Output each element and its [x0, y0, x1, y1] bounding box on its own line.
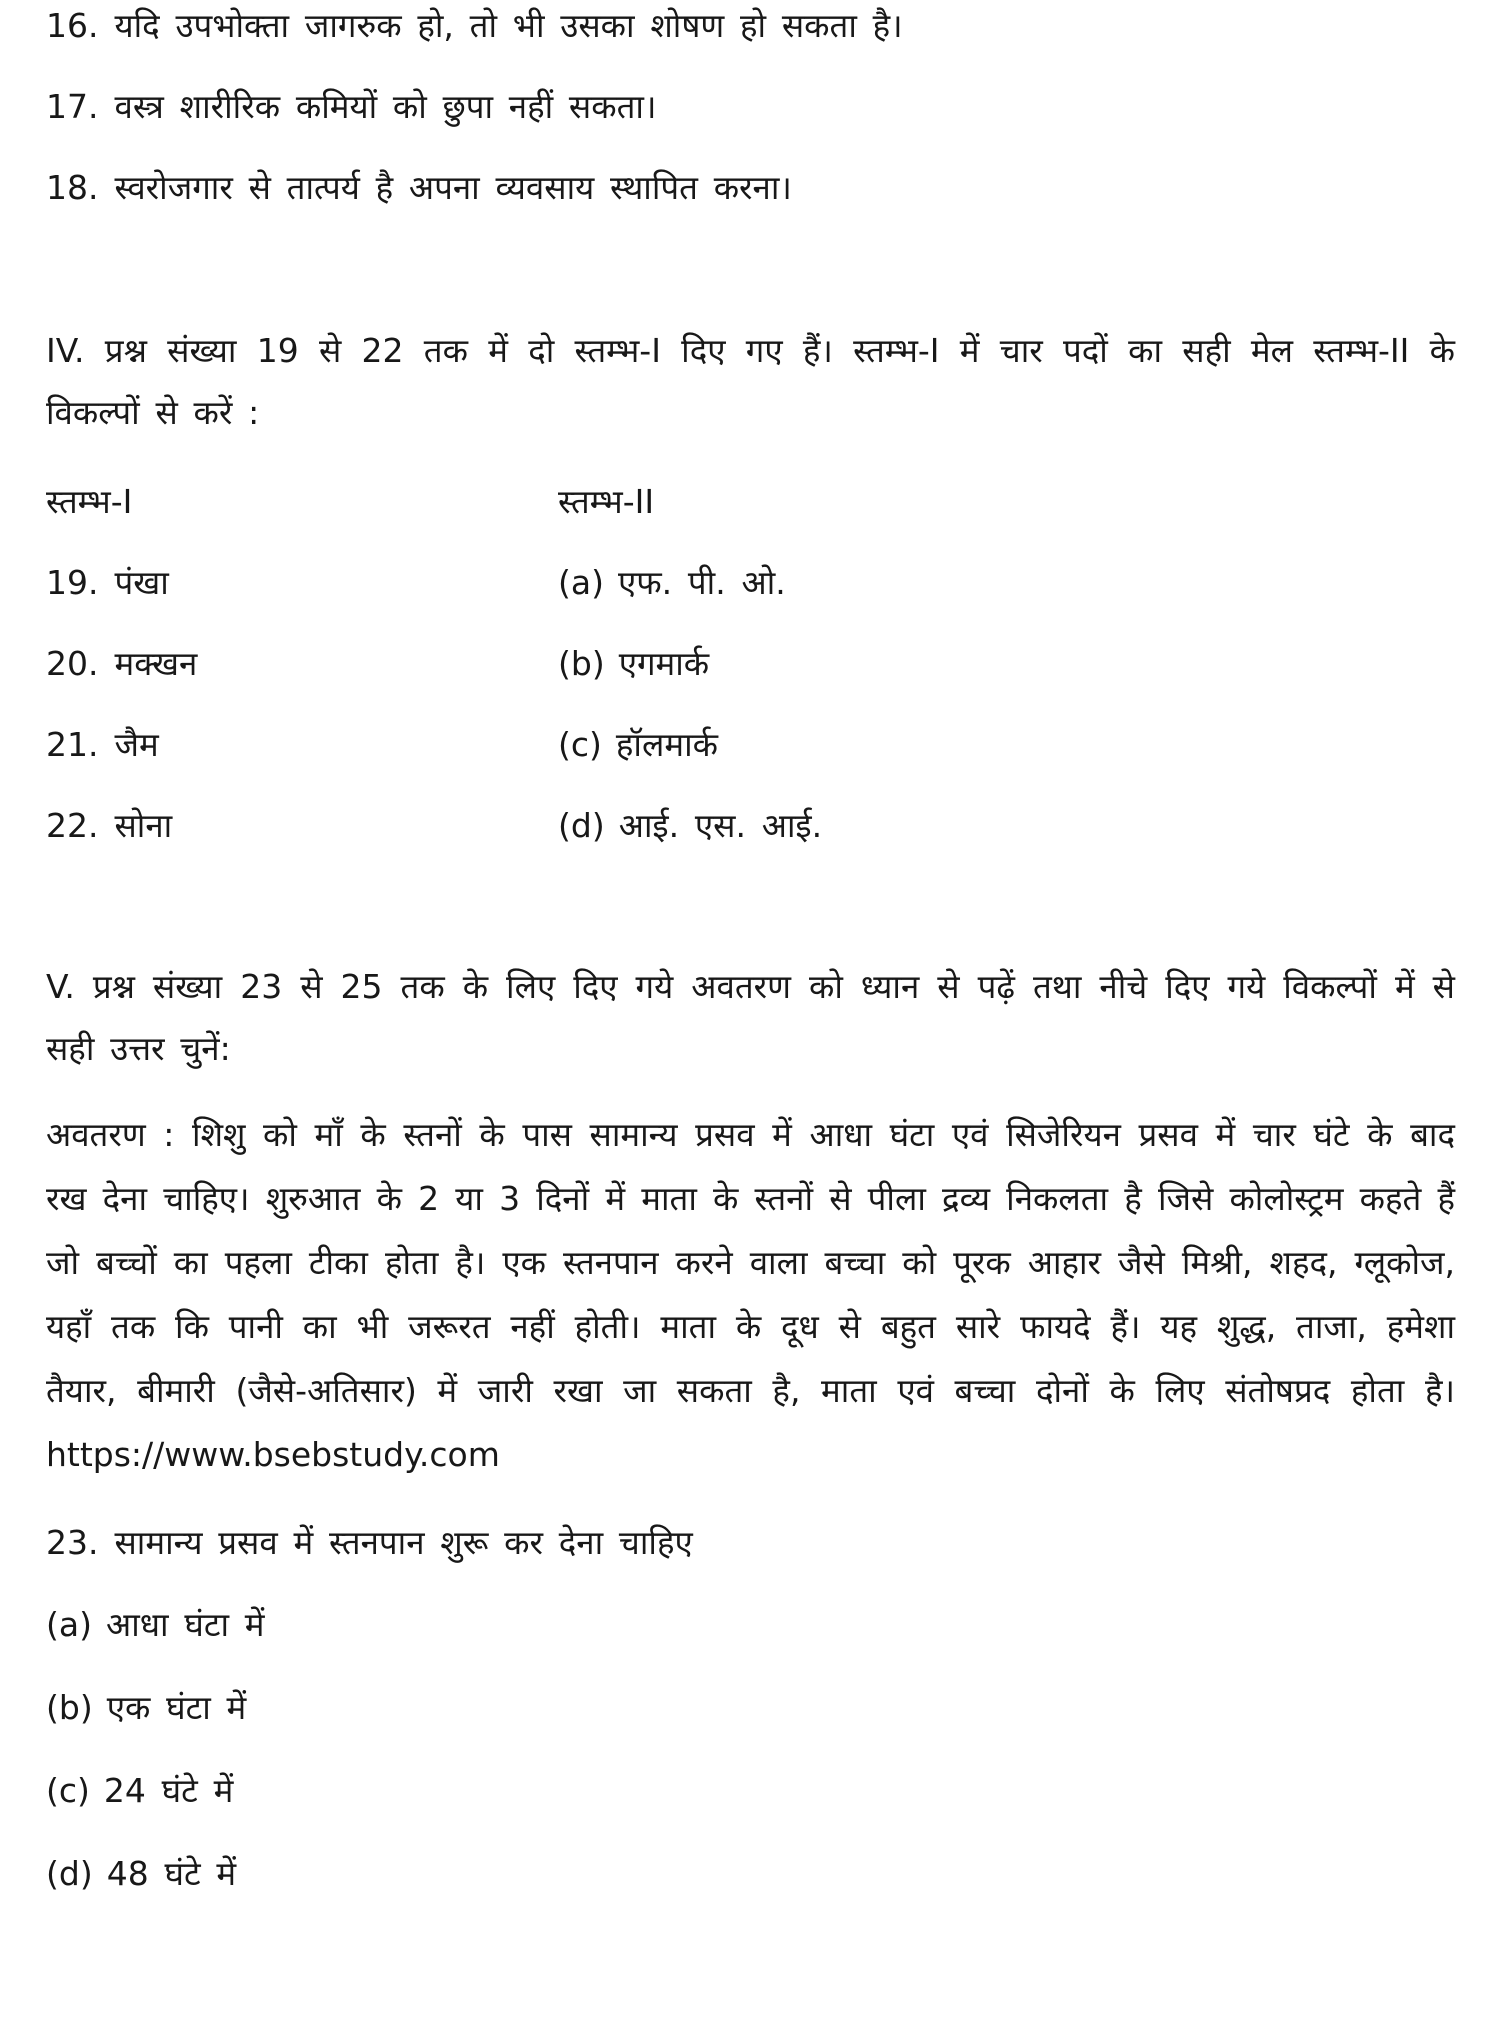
match-right-option-d: [558, 806, 1455, 846]
column-2-header: [558, 482, 1455, 522]
question-23-option-a: [46, 1603, 1455, 1647]
question-23: [46, 1521, 1455, 1565]
column-2-header-label: स्तम्भ-II: [558, 482, 655, 521]
match-right-option-b: [558, 644, 1455, 684]
statement-16: [46, 4, 1455, 48]
term-number: 22.: [46, 806, 99, 845]
term-number: 20.: [46, 644, 99, 683]
option-text: आधा घंटा में: [105, 1605, 265, 1644]
match-table: [46, 482, 1455, 846]
option-text: एफ. पी. ओ.: [617, 563, 786, 602]
option-label: (c): [46, 1771, 90, 1810]
option-text: एक घंटा में: [106, 1688, 247, 1727]
option-text: एगमार्क: [618, 644, 710, 683]
section-5-heading: V. प्रश्न संख्या 23 से 25 तक के लिए दिए गये अवतरण को ध्यान से पढ़ें तथा नीचे दिए गये विकल्पों में से सही उत्तर चुनें:: [46, 967, 1455, 1068]
option-label: (b): [558, 644, 605, 683]
option-label: (a): [46, 1605, 92, 1644]
statement-text: यदि उपभोक्ता जागरुक हो, तो भी उसका शोषण हो सकता है।: [114, 6, 903, 45]
question-text: सामान्य प्रसव में स्तनपान शुरू कर देना चाहिए: [114, 1523, 693, 1562]
option-text: 48 घंटे में: [106, 1854, 237, 1893]
question-23-option-d: [46, 1852, 1455, 1896]
passage: [46, 1103, 1455, 1487]
option-label: (d): [46, 1854, 93, 1893]
statement-text: वस्त्र शारीरिक कमियों को छुपा नहीं सकता।: [114, 87, 657, 126]
match-right-option-c: [558, 725, 1455, 765]
option-label: (d): [558, 806, 605, 845]
statement-number: 18.: [46, 168, 99, 207]
option-text: 24 घंटे में: [103, 1771, 234, 1810]
term-text: जैम: [114, 725, 159, 764]
match-left-term-19: [46, 563, 558, 603]
passage-url: https://www.bsebstudy.com: [46, 1435, 500, 1474]
column-1-header-label: स्तम्भ-I: [46, 482, 133, 521]
statement-18: [46, 166, 1455, 210]
section-4-heading: IV. प्रश्न संख्या 19 से 22 तक में दो स्तम्भ-I दिए गए हैं। स्तम्भ-I में चार पदों का सही मेल स्तम्भ-II के विकल्पों से करें :: [46, 331, 1455, 432]
statement-text: स्वरोजगार से तात्पर्य है अपना व्यवसाय स्थापित करना।: [114, 168, 792, 207]
option-label: (b): [46, 1688, 93, 1727]
option-text: हॉलमार्क: [615, 725, 718, 764]
term-text: पंखा: [114, 563, 169, 602]
question-number: 23.: [46, 1523, 99, 1562]
match-left-term-21: [46, 725, 558, 765]
match-left-term-20: [46, 644, 558, 684]
column-1-header: [46, 482, 558, 522]
match-left-term-22: [46, 806, 558, 846]
statement-number: 17.: [46, 87, 99, 126]
option-label: (c): [558, 725, 602, 764]
option-label: (a): [558, 563, 604, 602]
option-text: आई. एस. आई.: [618, 806, 823, 845]
statement-number: 16.: [46, 6, 99, 45]
question-23-option-b: [46, 1686, 1455, 1730]
passage-text: शिशु को माँ के स्तनों के पास सामान्य प्रसव में आधा घंटा एवं सिजेरियन प्रसव में चार घंटे के बाद रख देना चाहिए। शुरुआत के 2 या 3 दिनों में माता के स्तनों से पीला द्रव्य निकलता है जिसे कोलोस्ट्रम कहते हैं जो बच्चों का पहला टीका होता है। एक स्तनपान करने वाला बच्चा को पूरक आहार जैसे मिश्री, शहद, ग्लूकोज, यहाँ तक कि पानी का भी जरूरत नहीं होती। माता के दूध से बहुत सारे फायदे हैं। यह शुद्ध, ताजा, हमेशा तैयार, बीमारी (जैसे-अतिसार) में जारी रखा जा सकता है, माता एवं बच्चा दोनों के लिए संतोषप्रद होता है।: [46, 1115, 1455, 1410]
passage-label: अवतरण :: [46, 1115, 175, 1154]
term-number: 21.: [46, 725, 99, 764]
statement-17: [46, 85, 1455, 129]
match-right-option-a: [558, 563, 1455, 603]
question-23-option-c: [46, 1769, 1455, 1813]
term-text: मक्खन: [114, 644, 198, 683]
term-number: 19.: [46, 563, 99, 602]
term-text: सोना: [114, 806, 173, 845]
